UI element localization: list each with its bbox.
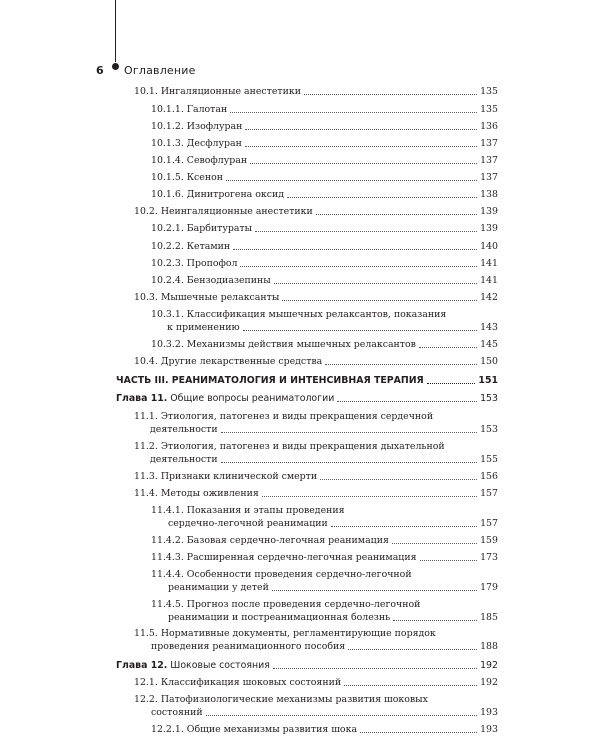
toc-entry-title: деятельности [150,454,218,465]
toc-entry-10-1-6[interactable] [151,189,498,201]
toc-entry-title: реанимации у детей [168,582,269,593]
toc-entry-10-2-1[interactable] [151,223,498,235]
chapter-label: Глава 11. [116,393,168,404]
dot-leader [273,668,477,669]
toc-chapter-title [116,393,334,405]
toc-part-title: ЧАСТЬ III. РЕАНИМАТОЛОГИЯ И ИНТЕНСИВНАЯ ТЕРАПИЯ [116,375,424,386]
toc-entry-title: 10.2.4. Бензодиазепины [151,275,271,286]
toc-entry-page: 193 [480,724,498,735]
toc-entry-page: 173 [480,552,498,563]
toc-entry-10-1-3[interactable] [151,138,498,150]
toc-entry-10-2[interactable] [134,206,498,218]
toc-entry-12-2[interactable] [151,707,498,719]
dot-leader [287,197,477,198]
toc-entry-title: проведения реанимационного пособия [151,641,346,652]
dot-leader [420,560,478,561]
toc-entry-11-2[interactable] [150,454,498,466]
toc-entry-page: 145 [480,339,498,350]
dot-leader [427,383,476,384]
toc-entry-title: к применению [167,322,240,333]
dot-leader [233,249,477,250]
toc-entry-page: 141 [480,275,498,286]
dot-leader [392,543,477,544]
toc-entry-page: 135 [480,86,498,97]
toc-part-3[interactable] [116,375,498,387]
toc-entry-page: 159 [480,535,498,546]
toc-entry-11-5[interactable] [151,641,498,653]
toc-entry-page: 142 [480,292,498,303]
toc-entry-page: 151 [478,375,498,386]
toc-entry-title: 10.2.2. Кетамин [151,241,231,252]
toc-chapter-12[interactable] [116,660,498,672]
toc-entry-title: 10.1.2. Изофлуран [151,121,243,132]
toc-entry-title: 10.1.6. Динитрогена оксид [151,189,285,200]
toc-entry-12-2-line1: 12.2. Патофизиологические механизмы развития шоковых [134,694,428,705]
toc-entry-page: 138 [480,189,498,200]
running-head: Оглавление [124,64,196,77]
toc-entry-11-4[interactable] [134,488,498,500]
toc-entry-page: 188 [480,641,498,652]
toc-entry-11-4-2[interactable] [151,535,498,547]
dot-leader [230,112,477,113]
toc-entry-title: 10.1.5. Ксенон [151,172,223,183]
chapter-name: Общие вопросы реаниматологии [170,393,335,404]
toc-entry-page: 139 [480,206,498,217]
dot-leader [304,94,477,95]
toc-entry-page: 135 [480,104,498,115]
toc-entry-page: 193 [480,707,498,718]
dot-leader [274,283,477,284]
toc-entry-title: 10.2.1. Барбитураты [151,223,253,234]
toc-entry-title: 10.1.1. Галотан [151,104,228,115]
toc-entry-title: состояний [151,707,203,718]
chapter-label: Глава 12. [116,660,168,671]
toc-entry-11-2-line1: 11.2. Этиология, патогенез и виды прекращения дыхательной [134,441,445,452]
dot-leader [245,129,477,130]
dot-leader [240,266,477,267]
toc-entry-10-1-5[interactable] [151,172,498,184]
dot-leader [255,231,477,232]
toc-entry-11-4-1-line1: 11.4.1. Показания и этапы проведения [151,505,345,516]
toc-entry-title: деятельности [150,424,218,435]
toc-entry-page: 156 [480,471,498,482]
toc-entry-page: 153 [480,393,498,404]
toc-entry-11-4-4[interactable] [168,582,498,594]
toc-entry-title: 10.2.3. Пропофол [151,258,238,269]
toc-entry-title: 11.4.2. Базовая сердечно-легочная реанимация [151,535,389,546]
toc-entry-11-4-5[interactable] [168,612,498,624]
dot-leader [221,432,477,433]
toc-entry-page: 137 [480,172,498,183]
toc-entry-page: 143 [480,322,498,333]
toc-entry-page: 192 [480,677,498,688]
dot-leader [282,300,477,301]
dot-leader [243,330,477,331]
dot-leader [262,496,477,497]
toc-entry-title: реанимации и постреанимационная болезнь [168,612,391,623]
dot-leader [272,590,477,591]
dot-leader [245,146,477,147]
toc-entry-page: 157 [480,488,498,499]
dot-leader [331,526,477,527]
page-number: 6 [96,64,104,77]
toc-entry-page: 140 [480,241,498,252]
toc-entry-10-1-2[interactable] [151,121,498,133]
toc-entry-title: 11.4.3. Расширенная сердечно-легочная реанимация [151,552,417,563]
toc-entry-10-3-1[interactable] [167,322,498,334]
toc-entry-title: 12.1. Классификация шоковых состояний [134,677,342,688]
dot-leader [360,732,477,733]
toc-entry-11-1[interactable] [150,424,498,436]
toc-entry-page: 139 [480,223,498,234]
toc-entry-page: 153 [480,424,498,435]
dot-leader [348,649,477,650]
toc-entry-title: сердечно-легочной реанимации [168,518,328,529]
toc-chapter-11[interactable] [116,393,498,405]
toc-entry-page: 157 [480,518,498,529]
toc-entry-10-3-2[interactable] [151,339,498,351]
toc-entry-11-4-3[interactable] [151,552,498,564]
toc-entry-10-1-1[interactable] [151,104,498,116]
toc-entry-page: 136 [480,121,498,132]
toc-entry-page: 141 [480,258,498,269]
toc-entry-11-4-4-line1: 11.4.4. Особенности проведения сердечно-легочной [151,569,412,580]
dot-leader [419,347,477,348]
toc-entry-title: 11.3. Признаки клинической смерти [134,471,318,482]
toc-entry-title: 12.2.1. Общие механизмы развития шока [151,724,358,735]
dot-leader [316,214,477,215]
toc-entry-11-5-line1: 11.5. Нормативные документы, регламентирующие порядок [134,628,436,639]
dot-leader [325,364,477,365]
toc-entry-page: 185 [480,612,498,623]
toc-entry-title: 10.3. Мышечные релаксанты [134,292,280,303]
toc-entry-page: 155 [480,454,498,465]
dot-leader [337,401,477,402]
toc-entry-page: 137 [480,155,498,166]
dot-leader [250,163,477,164]
dot-leader [320,479,477,480]
toc-entry-12-2-1[interactable] [151,724,498,736]
toc-entry-title: 10.1.3. Десфлуран [151,138,242,149]
chapter-name: Шоковые состояния [170,660,270,671]
dot-leader [344,685,477,686]
toc-entry-title: 10.2. Неингаляционные анестетики [134,206,313,217]
toc-entry-11-4-5-line1: 11.4.5. Прогноз после проведения сердечно-легочной [151,599,421,610]
toc-entry-title: 10.4. Другие лекарственные средства [134,356,323,367]
toc-entry-11-3[interactable] [134,471,498,483]
dot-leader [226,180,477,181]
toc-entry-11-1-line1: 11.1. Этиология, патогенез и виды прекращения сердечной [134,411,434,422]
toc-entry-page: 179 [480,582,498,593]
dot-leader [393,620,477,621]
toc-entry-10-2-4[interactable] [151,275,498,287]
toc-entry-10-4[interactable] [134,356,498,368]
toc-entry-title: 10.3.2. Механизмы действия мышечных релаксантов [151,339,416,350]
toc-entry-title: 11.4. Методы оживления [134,488,259,499]
toc-entry-page: 150 [480,356,498,367]
toc-entry-10-1[interactable] [134,86,498,98]
toc-entry-title: 10.1.4. Севофлуран [151,155,248,166]
toc-chapter-title [116,660,270,672]
toc-entry-10-2-2[interactable] [151,241,498,253]
toc-entry-10-3-1-line1: 10.3.1. Классификация мышечных релаксантов, показания [151,309,447,320]
toc-entry-10-3[interactable] [134,292,498,304]
toc-entry-10-1-4[interactable] [151,155,498,167]
toc-entry-11-4-1[interactable] [168,518,498,530]
toc-entry-page: 192 [480,660,498,671]
dot-leader [206,715,477,716]
toc-entry-10-2-3[interactable] [151,258,498,270]
toc-entry-title: 10.1. Ингаляционные анестетики [134,86,301,97]
toc-entry-12-1[interactable] [134,677,498,689]
toc-entry-page: 137 [480,138,498,149]
dot-leader [221,462,477,463]
